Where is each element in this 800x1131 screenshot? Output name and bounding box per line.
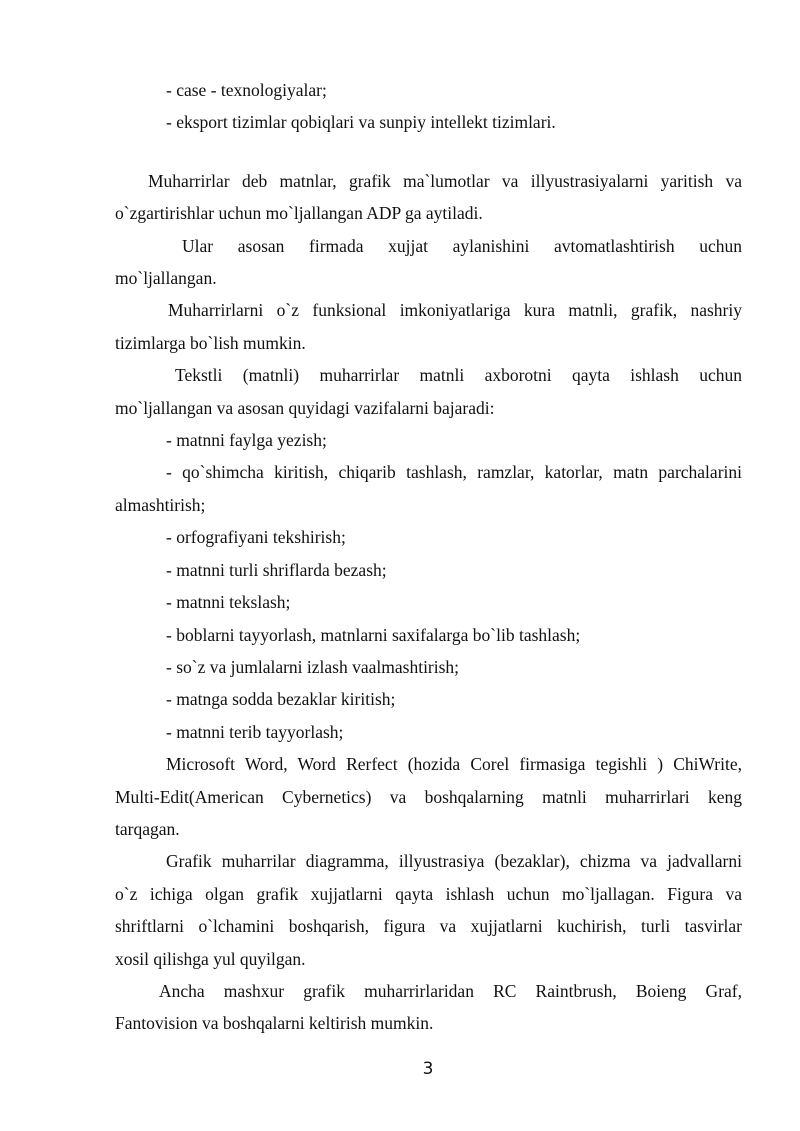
paragraph-line: Muharrirlarni o`z funksional imkoniyatlariga kura matnli, grafik, nashriy (168, 300, 742, 321)
list-item: - eksport tizimlar qobiqlari va sunpiy intellekt tizimlari. (166, 112, 556, 133)
paragraph-line: Grafik muharrilar diagramma, illyustrasiya (bezaklar), chizma va jadvallarni (166, 851, 742, 872)
paragraph-line: xosil qilishga yul quyilgan. (115, 948, 306, 969)
list-item: - boblarni tayyorlash, matnlarni saxifalarga bo`lib tashlash; (166, 624, 581, 645)
paragraph-line: Ular asosan firmada xujjat aylanishini avtomatlashtirish uchun (182, 235, 742, 256)
paragraph (115, 845, 742, 975)
paragraph-line: o`zgartirishlar uchun mo`ljallangan ADP ga aytiladi. (115, 203, 483, 224)
paragraph-line: Tekstli (matnli) muharrirlar matnli axborotni qayta ishlash uchun (175, 365, 742, 386)
task-list (115, 424, 742, 748)
list-item: - orfografiyani tekshirish; (166, 527, 346, 548)
paragraph-gap (115, 139, 742, 165)
paragraph-line: tarqagan. (115, 818, 180, 839)
paragraph-line: mo`ljallangan. (115, 268, 217, 289)
paragraph-line: tizimlarga bo`lish mumkin. (115, 332, 306, 353)
paragraph-line: o`z ichiga olgan grafik xujjatlarni qayta ishlash uchun mo`ljallagan. Figura va (115, 883, 742, 904)
list-item: - case - texnologiyalar; (166, 80, 327, 100)
list-item: - so`z va jumlalarni izlash vaalmashtirish; (166, 656, 460, 677)
page-content (115, 74, 742, 1040)
list-item: - matnni terib tayyorlash; (166, 721, 344, 742)
paragraph-line: Muharrirlar deb matnlar, grafik ma`lumotlar va illyustrasiyalarni yaritish va (148, 170, 742, 191)
paragraph (115, 230, 742, 295)
list-item: - matnga sodda bezaklar kiritish; (166, 689, 396, 710)
paragraph (115, 975, 742, 1040)
paragraph-line: Multi-Edit(American Cybernetics) va boshqalarning matnli muharrirlari keng (115, 786, 742, 807)
paragraph (115, 165, 742, 230)
list-item: - matnni turli shriflarda bezash; (166, 559, 387, 580)
paragraph-line: mo`ljallangan va asosan quyidagi vazifalarni bajaradi: (115, 397, 495, 418)
paragraph (115, 748, 742, 845)
paragraph (115, 294, 742, 359)
paragraph (115, 359, 742, 424)
list-item-continuation: almashtirish; (115, 494, 206, 515)
list-item: - matnni faylga yezish; (166, 430, 327, 451)
paragraph-line: Ancha mashxur grafik muharrirlaridan RC Raintbrush, Boieng Graf, (159, 980, 742, 1001)
paragraph-line: Microsoft Word, Word Rerfect (hozida Corel firmasiga tegishli ) ChiWrite, (166, 754, 742, 775)
list-item: - matnni tekslash; (166, 592, 291, 613)
page-number: 3 (422, 1059, 434, 1079)
paragraph-line: shriftlarni o`lchamini boshqarish, figura va xujjatlarni kuchirish, turli tasvirlar (115, 916, 742, 937)
list-item: - qo`shimcha kiritish, chiqarib tashlash, ramzlar, katorlar, matn parchalarini (166, 462, 742, 483)
paragraph-line: Fantovision va boshqalarni keltirish mumkin. (115, 1013, 434, 1034)
